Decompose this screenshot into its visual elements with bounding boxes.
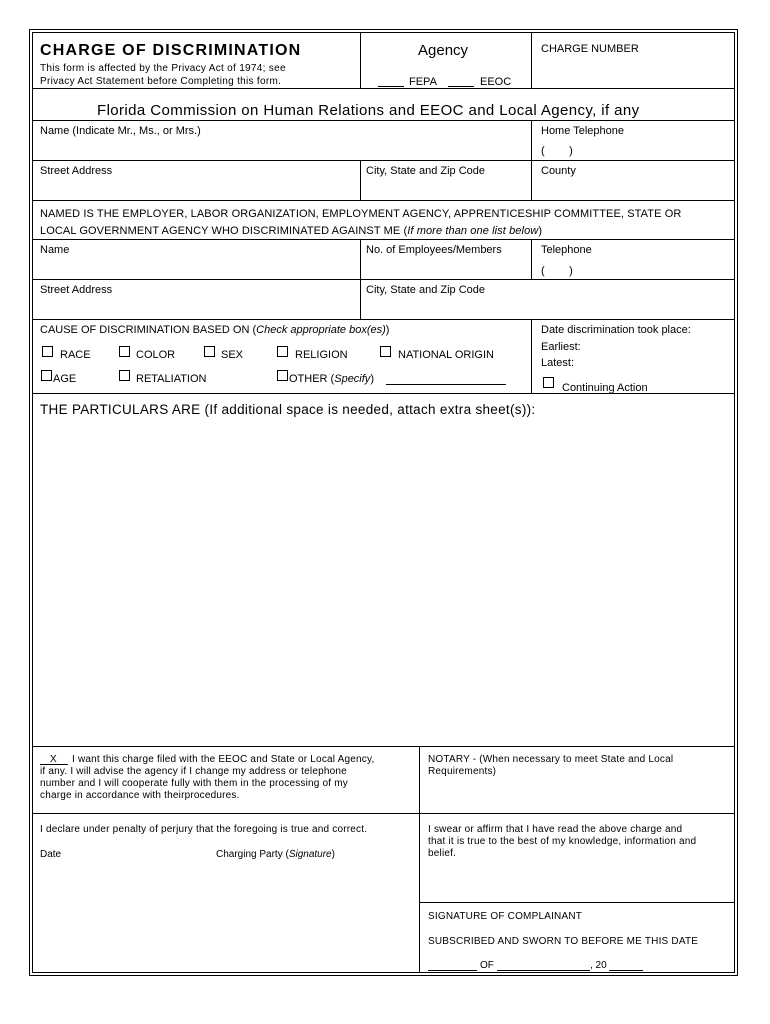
declaration-text: I declare under penalty of perjury that the foregoing is true and correct.	[40, 824, 368, 835]
latest-label: Latest:	[541, 357, 575, 369]
county-label: County	[541, 165, 576, 177]
continuing-action-label: Continuing Action	[562, 382, 648, 394]
divider	[32, 813, 735, 814]
divider	[32, 319, 735, 320]
home-telephone-parens[interactable]: ( )	[541, 145, 573, 157]
form-title: CHARGE OF DISCRIMINATION	[40, 42, 302, 59]
home-telephone-label: Home Telephone	[541, 125, 624, 137]
divider	[32, 160, 735, 161]
continuing-action-checkbox[interactable]	[543, 377, 554, 388]
divider	[32, 120, 735, 121]
age-checkbox[interactable]	[41, 370, 52, 381]
fepa-label: FEPA	[409, 76, 437, 88]
sex-label: SEX	[221, 349, 244, 361]
sex-checkbox[interactable]	[204, 346, 215, 357]
privacy-note-line1: This form is affected by the Privacy Act of 1974; see	[40, 63, 286, 74]
race-checkbox[interactable]	[42, 346, 53, 357]
age-label: AGE	[53, 373, 77, 385]
agency-line: Florida Commission on Human Relations and EEOC and Local Agency, if any	[97, 102, 640, 119]
divider	[360, 32, 361, 88]
eeoc-label: EEOC	[480, 76, 512, 88]
divider	[531, 239, 532, 279]
signature-of-complainant-label: SIGNATURE OF COMPLAINANT	[428, 911, 583, 922]
want-filed-mark: X	[50, 754, 57, 765]
respondent-street-label: Street Address	[40, 284, 113, 296]
divider	[32, 200, 735, 201]
respondent-telephone-parens[interactable]: ( )	[541, 265, 573, 277]
swear-line2: that it is true to the best of my knowledge, information and	[428, 836, 697, 847]
earliest-label: Earliest:	[541, 341, 581, 353]
complainant-name-label: Name (Indicate Mr., Ms., or Mrs.)	[40, 125, 201, 137]
swear-line1: I swear or affirm that I have read the above charge and	[428, 824, 683, 835]
want-filed-line2: if any. I will advise the agency if I change my address or telephone	[40, 766, 347, 777]
of-label: OF	[480, 960, 494, 971]
color-label: COLOR	[136, 349, 176, 361]
national-origin-label: NATIONAL ORIGIN	[398, 349, 494, 361]
respondent-name-label: Name	[40, 244, 70, 256]
divider	[419, 902, 735, 903]
swear-line3: belief.	[428, 848, 457, 859]
notary-line1: NOTARY - (When necessary to meet State and Local	[428, 754, 674, 765]
color-checkbox[interactable]	[119, 346, 130, 357]
religion-label: RELIGION	[295, 349, 348, 361]
national-origin-checkbox[interactable]	[380, 346, 391, 357]
year-blank[interactable]	[609, 970, 643, 971]
respondent-city-label: City, State and Zip Code	[366, 284, 486, 296]
retaliation-label: RETALIATION	[136, 373, 207, 385]
other-label: OTHER (Specify)	[289, 373, 374, 385]
employees-label: No. of Employees/Members	[366, 244, 502, 256]
respondent-description-line2: LOCAL GOVERNMENT AGENCY WHO DISCRIMINATED AGAINST ME (If more than one list below)	[40, 225, 543, 237]
cause-label: CAUSE OF DISCRIMINATION BASED ON (Check appropriate box(es))	[40, 324, 390, 336]
divider	[32, 746, 735, 747]
charging-party-signature-label: Charging Party (Signature)	[216, 849, 335, 860]
respondent-telephone-label: Telephone	[541, 244, 592, 256]
privacy-note-line2: Privacy Act Statement before Completing this form.	[40, 76, 282, 87]
subscribed-sworn-label: SUBSCRIBED AND SWORN TO BEFORE ME THIS DATE	[428, 936, 699, 947]
religion-checkbox[interactable]	[277, 346, 288, 357]
race-label: RACE	[60, 349, 91, 361]
respondent-description-line1: NAMED IS THE EMPLOYER, LABOR ORGANIZATION, EMPLOYMENT AGENCY, APPRENTICESHIP COMMITTEE, STATE OR	[40, 208, 682, 220]
retaliation-checkbox[interactable]	[119, 370, 130, 381]
date-label: Date	[40, 849, 62, 860]
divider	[531, 32, 532, 88]
divider	[419, 746, 420, 973]
particulars-label: THE PARTICULARS ARE (If additional space is needed, attach extra sheet(s)):	[40, 402, 536, 417]
eeoc-blank[interactable]	[448, 86, 474, 87]
notary-line2: Requirements)	[428, 766, 497, 777]
date-discrimination-label: Date discrimination took place:	[541, 324, 691, 336]
month-blank[interactable]	[497, 970, 590, 971]
divider	[32, 393, 735, 394]
fepa-blank[interactable]	[378, 86, 404, 87]
year-prefix: , 20	[590, 960, 607, 971]
divider	[531, 319, 532, 393]
other-checkbox[interactable]	[277, 370, 288, 381]
divider	[32, 88, 735, 89]
divider	[360, 160, 361, 200]
agency-label: Agency	[418, 42, 469, 59]
divider	[32, 279, 735, 280]
want-filed-line4: charge in accordance with theirprocedures.	[40, 790, 240, 801]
particulars-text-area[interactable]	[36, 422, 731, 742]
street-address-label: Street Address	[40, 165, 113, 177]
charge-number-label: CHARGE NUMBER	[541, 43, 639, 55]
divider	[32, 239, 735, 240]
city-state-zip-label: City, State and Zip Code	[366, 165, 486, 177]
want-filed-line3: number and I will cooperate fully with them in the processing of my	[40, 778, 348, 789]
want-filed-line1: I want this charge filed with the EEOC and State or Local Agency,	[72, 754, 375, 765]
day-blank[interactable]	[428, 970, 477, 971]
other-specify-blank[interactable]	[386, 384, 506, 385]
